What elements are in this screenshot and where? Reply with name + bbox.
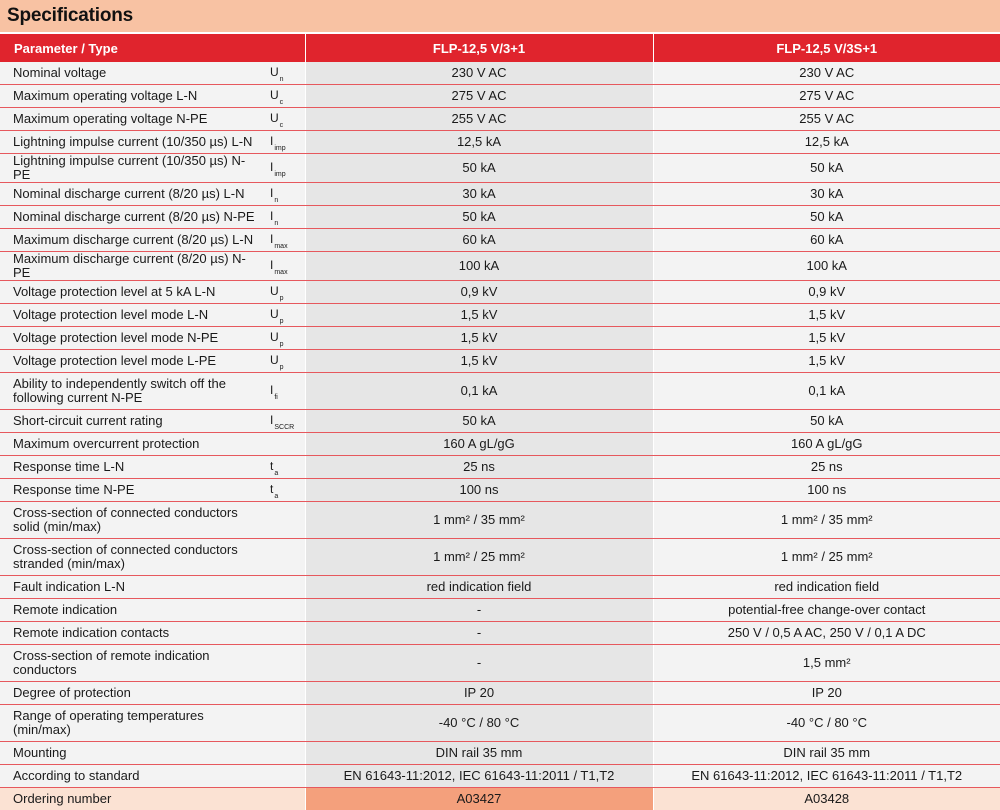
symbol-subscript: a: [274, 470, 278, 477]
parameter-symbol: [262, 410, 305, 433]
parameter-name: Ordering number: [0, 788, 262, 810]
value-flp-12-5-v-3-1: 0,1 kA: [305, 373, 653, 410]
value-flp-12-5-v-3s-1: 0,1 kA: [653, 373, 1000, 410]
symbol-letter: U: [270, 111, 279, 125]
table-row: [0, 742, 1000, 765]
value-flp-12-5-v-3-1: 1,5 kV: [305, 304, 653, 327]
value-flp-12-5-v-3s-1: 50 kA: [653, 154, 1000, 183]
symbol-letter: I: [270, 186, 273, 200]
section-title-bar: [0, 0, 1000, 32]
value-flp-12-5-v-3s-1: 1 mm² / 35 mm²: [653, 502, 1000, 539]
symbol-subscript: p: [280, 341, 284, 348]
parameter-symbol: [262, 576, 305, 599]
table-row: [0, 85, 1000, 108]
header-flp-12-5-v-3-1: FLP-12,5 V/3+1: [305, 34, 653, 62]
parameter-symbol: [262, 788, 305, 810]
parameter-name: Degree of protection: [0, 682, 262, 705]
table-row: [0, 154, 1000, 183]
value-flp-12-5-v-3s-1: 25 ns: [653, 456, 1000, 479]
parameter-name: According to standard: [0, 765, 262, 788]
value-flp-12-5-v-3-1: red indication field: [305, 576, 653, 599]
parameter-symbol: [262, 350, 305, 373]
parameter-symbol: [262, 206, 305, 229]
table-row: [0, 373, 1000, 410]
parameter-name: Lightning impulse current (10/350 µs) L-N: [0, 131, 262, 154]
parameter-name: Short-circuit current rating: [0, 410, 262, 433]
value-flp-12-5-v-3-1: 1 mm² / 25 mm²: [305, 539, 653, 576]
parameter-name: Nominal voltage: [0, 62, 262, 85]
parameter-name: Maximum operating voltage L-N: [0, 85, 262, 108]
value-flp-12-5-v-3-1: -: [305, 622, 653, 645]
parameter-symbol: [262, 539, 305, 576]
table-row: [0, 62, 1000, 85]
symbol-subscript: max: [274, 269, 287, 276]
value-flp-12-5-v-3-1: 1 mm² / 35 mm²: [305, 502, 653, 539]
value-flp-12-5-v-3s-1: -40 °C / 80 °C: [653, 705, 1000, 742]
parameter-name: Cross-section of connected conductors stranded (min/max): [0, 539, 262, 576]
symbol-subscript: max: [274, 243, 287, 250]
parameter-symbol: [262, 705, 305, 742]
symbol-subscript: SCCR: [274, 424, 294, 431]
value-flp-12-5-v-3s-1: 275 V AC: [653, 85, 1000, 108]
parameter-symbol: [262, 599, 305, 622]
symbol-letter: U: [270, 307, 279, 321]
parameter-name: Response time N-PE: [0, 479, 262, 502]
value-flp-12-5-v-3-1: A03427: [305, 788, 653, 810]
value-flp-12-5-v-3-1: 100 kA: [305, 252, 653, 281]
header-flp-12-5-v-3s-1: FLP-12,5 V/3S+1: [653, 34, 1000, 62]
parameter-name: Remote indication contacts: [0, 622, 262, 645]
ordering-number-row: [0, 788, 1000, 810]
value-flp-12-5-v-3s-1: IP 20: [653, 682, 1000, 705]
symbol-subscript: p: [280, 364, 284, 371]
parameter-symbol: [262, 327, 305, 350]
symbol-letter: U: [270, 330, 279, 344]
table-row: [0, 705, 1000, 742]
parameter-name: Cross-section of remote indication conductors: [0, 645, 262, 682]
parameter-symbol: [262, 479, 305, 502]
table-row: [0, 131, 1000, 154]
symbol-subscript: n: [280, 76, 284, 83]
symbol-subscript: p: [280, 295, 284, 302]
table-header-row: [0, 34, 1000, 62]
parameter-symbol: [262, 742, 305, 765]
table-row: [0, 108, 1000, 131]
parameter-name: Voltage protection level at 5 kA L-N: [0, 281, 262, 304]
parameter-symbol: [262, 183, 305, 206]
value-flp-12-5-v-3-1: DIN rail 35 mm: [305, 742, 653, 765]
parameter-symbol: [262, 281, 305, 304]
symbol-subscript: c: [280, 99, 284, 106]
value-flp-12-5-v-3-1: 30 kA: [305, 183, 653, 206]
parameter-symbol: [262, 682, 305, 705]
symbol-subscript: c: [280, 122, 284, 129]
value-flp-12-5-v-3s-1: 1,5 kV: [653, 304, 1000, 327]
parameter-name: Mounting: [0, 742, 262, 765]
symbol-subscript: p: [280, 318, 284, 325]
parameter-symbol: [262, 645, 305, 682]
value-flp-12-5-v-3s-1: 60 kA: [653, 229, 1000, 252]
symbol-letter: I: [270, 232, 273, 246]
symbol-letter: t: [270, 482, 273, 496]
parameter-symbol: [262, 85, 305, 108]
parameter-name: Maximum discharge current (8/20 µs) L-N: [0, 229, 262, 252]
parameter-name: Voltage protection level mode L-N: [0, 304, 262, 327]
value-flp-12-5-v-3s-1: EN 61643-11:2012, IEC 61643-11:2011 / T1,T2: [653, 765, 1000, 788]
parameter-name: Nominal discharge current (8/20 µs) N-PE: [0, 206, 262, 229]
table-row: [0, 622, 1000, 645]
table-row: [0, 206, 1000, 229]
table-row: [0, 765, 1000, 788]
value-flp-12-5-v-3s-1: 100 ns: [653, 479, 1000, 502]
symbol-letter: U: [270, 65, 279, 79]
parameter-symbol: [262, 502, 305, 539]
parameter-symbol: [262, 765, 305, 788]
symbol-subscript: n: [274, 220, 278, 227]
table-row: [0, 682, 1000, 705]
value-flp-12-5-v-3s-1: 50 kA: [653, 410, 1000, 433]
value-flp-12-5-v-3s-1: red indication field: [653, 576, 1000, 599]
parameter-name: Ability to independently switch off the following current N-PE: [0, 373, 262, 410]
parameter-name: Maximum overcurrent protection: [0, 433, 262, 456]
parameter-symbol: [262, 456, 305, 479]
parameter-name: Voltage protection level mode L-PE: [0, 350, 262, 373]
table-row: [0, 183, 1000, 206]
table-row: [0, 502, 1000, 539]
parameter-name: Cross-section of connected conductors solid (min/max): [0, 502, 262, 539]
table-body: [0, 62, 1000, 810]
value-flp-12-5-v-3s-1: A03428: [653, 788, 1000, 810]
parameter-name: Lightning impulse current (10/350 µs) N-PE: [0, 154, 262, 183]
table-row: [0, 456, 1000, 479]
table-row: [0, 304, 1000, 327]
parameter-symbol: [262, 252, 305, 281]
value-flp-12-5-v-3s-1: 12,5 kA: [653, 131, 1000, 154]
symbol-letter: I: [270, 209, 273, 223]
symbol-subscript: fi: [274, 394, 278, 401]
parameter-symbol: [262, 373, 305, 410]
symbol-letter: U: [270, 284, 279, 298]
symbol-subscript: imp: [274, 145, 285, 152]
value-flp-12-5-v-3-1: 60 kA: [305, 229, 653, 252]
value-flp-12-5-v-3-1: 0,9 kV: [305, 281, 653, 304]
value-flp-12-5-v-3-1: -40 °C / 80 °C: [305, 705, 653, 742]
value-flp-12-5-v-3-1: 160 A gL/gG: [305, 433, 653, 456]
parameter-symbol: [262, 154, 305, 183]
table-row: [0, 479, 1000, 502]
parameter-name: Remote indication: [0, 599, 262, 622]
value-flp-12-5-v-3-1: 1,5 kV: [305, 350, 653, 373]
value-flp-12-5-v-3-1: 230 V AC: [305, 62, 653, 85]
value-flp-12-5-v-3-1: 1,5 kV: [305, 327, 653, 350]
symbol-letter: I: [270, 160, 273, 174]
parameter-name: Response time L-N: [0, 456, 262, 479]
value-flp-12-5-v-3s-1: 1,5 mm²: [653, 645, 1000, 682]
value-flp-12-5-v-3-1: 50 kA: [305, 206, 653, 229]
symbol-letter: U: [270, 353, 279, 367]
value-flp-12-5-v-3s-1: 30 kA: [653, 183, 1000, 206]
symbol-letter: t: [270, 459, 273, 473]
value-flp-12-5-v-3s-1: 50 kA: [653, 206, 1000, 229]
value-flp-12-5-v-3-1: 50 kA: [305, 154, 653, 183]
value-flp-12-5-v-3s-1: 1,5 kV: [653, 327, 1000, 350]
value-flp-12-5-v-3-1: 275 V AC: [305, 85, 653, 108]
table-row: [0, 599, 1000, 622]
symbol-letter: I: [270, 383, 273, 397]
symbol-subscript: imp: [274, 171, 285, 178]
value-flp-12-5-v-3s-1: 255 V AC: [653, 108, 1000, 131]
symbol-letter: I: [270, 258, 273, 272]
table-row: [0, 252, 1000, 281]
parameter-name: Range of operating temperatures (min/max): [0, 705, 262, 742]
parameter-name: Maximum discharge current (8/20 µs) N-PE: [0, 252, 262, 281]
value-flp-12-5-v-3s-1: 230 V AC: [653, 62, 1000, 85]
parameter-name: Fault indication L-N: [0, 576, 262, 599]
table-row: [0, 327, 1000, 350]
table-row: [0, 539, 1000, 576]
parameter-symbol: [262, 433, 305, 456]
value-flp-12-5-v-3-1: IP 20: [305, 682, 653, 705]
table-row: [0, 410, 1000, 433]
symbol-subscript: a: [274, 493, 278, 500]
parameter-name: Maximum operating voltage N-PE: [0, 108, 262, 131]
section-title: Specifications: [7, 5, 133, 27]
table-row: [0, 576, 1000, 599]
symbol-subscript: n: [274, 197, 278, 204]
symbol-letter: I: [270, 134, 273, 148]
parameter-symbol: [262, 229, 305, 252]
value-flp-12-5-v-3-1: 100 ns: [305, 479, 653, 502]
parameter-symbol: [262, 304, 305, 327]
table-row: [0, 433, 1000, 456]
value-flp-12-5-v-3-1: -: [305, 645, 653, 682]
value-flp-12-5-v-3s-1: 0,9 kV: [653, 281, 1000, 304]
value-flp-12-5-v-3s-1: potential-free change-over contact: [653, 599, 1000, 622]
header-parameter-type: Parameter / Type: [0, 34, 305, 62]
table-row: [0, 350, 1000, 373]
parameter-name: Voltage protection level mode N-PE: [0, 327, 262, 350]
parameter-name: Nominal discharge current (8/20 µs) L-N: [0, 183, 262, 206]
table-row: [0, 281, 1000, 304]
value-flp-12-5-v-3-1: 12,5 kA: [305, 131, 653, 154]
value-flp-12-5-v-3s-1: 1,5 kV: [653, 350, 1000, 373]
table-row: [0, 645, 1000, 682]
value-flp-12-5-v-3s-1: 160 A gL/gG: [653, 433, 1000, 456]
value-flp-12-5-v-3s-1: 100 kA: [653, 252, 1000, 281]
parameter-symbol: [262, 131, 305, 154]
value-flp-12-5-v-3s-1: 250 V / 0,5 A AC, 250 V / 0,1 A DC: [653, 622, 1000, 645]
value-flp-12-5-v-3s-1: 1 mm² / 25 mm²: [653, 539, 1000, 576]
value-flp-12-5-v-3s-1: DIN rail 35 mm: [653, 742, 1000, 765]
value-flp-12-5-v-3-1: 50 kA: [305, 410, 653, 433]
symbol-letter: I: [270, 413, 273, 427]
value-flp-12-5-v-3-1: EN 61643-11:2012, IEC 61643-11:2011 / T1,T2: [305, 765, 653, 788]
parameter-symbol: [262, 622, 305, 645]
table-row: [0, 229, 1000, 252]
value-flp-12-5-v-3-1: 255 V AC: [305, 108, 653, 131]
parameter-symbol: [262, 108, 305, 131]
specifications-table: [0, 34, 1000, 810]
symbol-letter: U: [270, 88, 279, 102]
parameter-symbol: [262, 62, 305, 85]
value-flp-12-5-v-3-1: -: [305, 599, 653, 622]
value-flp-12-5-v-3-1: 25 ns: [305, 456, 653, 479]
